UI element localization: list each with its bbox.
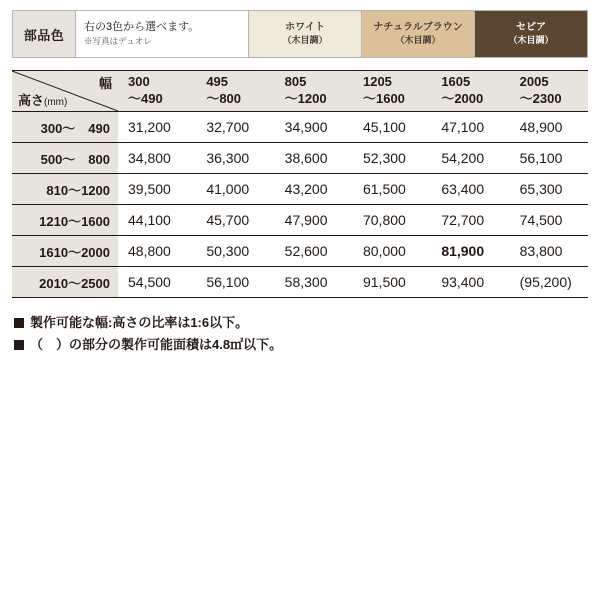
price-cell: 93,400 — [431, 267, 509, 298]
table-row — [12, 267, 588, 298]
column-header-2005-2300: 2005 〜2300 — [510, 71, 588, 112]
price-cell: 83,800 — [510, 236, 588, 267]
column-header-300-490: 300 〜490 — [118, 71, 196, 112]
price-cell: 52,600 — [275, 236, 353, 267]
notes-section — [12, 312, 588, 356]
row-header-1210-1600: 1210〜1600 — [12, 205, 118, 236]
price-matrix-table — [12, 70, 588, 298]
square-bullet-icon — [14, 318, 24, 328]
price-cell: 44,100 — [118, 205, 196, 236]
price-cell: 63,400 — [431, 174, 509, 205]
price-cell: 65,300 — [510, 174, 588, 205]
price-cell: 31,200 — [118, 112, 196, 143]
color-swatch-sepia — [475, 11, 588, 58]
color-swatch-sepia-label: セピア （木目調） — [508, 22, 554, 45]
color-note-line2: ※写真はデュオレ — [84, 36, 152, 47]
color-option-row — [13, 11, 588, 58]
table-row — [12, 236, 588, 267]
corner-height-label: 高さ(mm) — [18, 93, 68, 108]
price-cell: 45,100 — [353, 112, 431, 143]
color-note-line1: 右の3色から選べます。 — [84, 20, 200, 33]
price-cell: 34,800 — [118, 143, 196, 174]
color-note-cell — [76, 11, 249, 58]
price-cell: 47,100 — [431, 112, 509, 143]
color-swatch-white-label: ホワイト （木目調） — [282, 22, 328, 45]
column-header-495-800: 495 〜800 — [196, 71, 274, 112]
price-cell: 38,600 — [275, 143, 353, 174]
price-cell: 74,500 — [510, 205, 588, 236]
color-swatch-white — [249, 11, 362, 58]
color-option-table — [12, 10, 588, 58]
row-header-1610-2000: 1610〜2000 — [12, 236, 118, 267]
price-cell: 41,000 — [196, 174, 274, 205]
table-row — [12, 143, 588, 174]
price-cell: 52,300 — [353, 143, 431, 174]
row-header-500-800: 500〜 800 — [12, 143, 118, 174]
column-header-805-1200: 805 〜1200 — [275, 71, 353, 112]
price-table-corner-cell — [12, 71, 118, 112]
price-cell: 54,500 — [118, 267, 196, 298]
price-table-header-row — [12, 71, 588, 112]
parts-color-header: 部品色 — [13, 11, 76, 58]
color-swatch-natural-brown-label: ナチュラルブラウン （木目調） — [373, 22, 463, 45]
price-cell: 56,100 — [510, 143, 588, 174]
color-swatch-natural-brown — [362, 11, 475, 58]
square-bullet-icon — [14, 340, 24, 350]
price-cell: (95,200) — [510, 267, 588, 298]
price-cell: 48,900 — [510, 112, 588, 143]
price-cell: 39,500 — [118, 174, 196, 205]
row-header-810-1200: 810〜1200 — [12, 174, 118, 205]
price-cell: 43,200 — [275, 174, 353, 205]
column-header-1205-1600: 1205 〜1600 — [353, 71, 431, 112]
note-ratio: 製作可能な幅:高さの比率は1:6以下。 — [14, 312, 588, 334]
corner-width-label: 幅 — [98, 76, 112, 91]
table-row — [12, 205, 588, 236]
price-cell: 56,100 — [196, 267, 274, 298]
price-cell: 70,800 — [353, 205, 431, 236]
table-row — [12, 174, 588, 205]
row-header-2010-2500: 2010〜2500 — [12, 267, 118, 298]
table-row — [12, 112, 588, 143]
price-cell: 61,500 — [353, 174, 431, 205]
price-cell: 50,300 — [196, 236, 274, 267]
price-cell: 48,800 — [118, 236, 196, 267]
column-header-1605-2000: 1605 〜2000 — [431, 71, 509, 112]
price-cell: 32,700 — [196, 112, 274, 143]
price-cell: 34,900 — [275, 112, 353, 143]
price-cell: 47,900 — [275, 205, 353, 236]
note-area: （ ）の部分の製作可能面積は4.8㎡以下。 — [14, 334, 588, 356]
price-cell: 45,700 — [196, 205, 274, 236]
price-cell: 36,300 — [196, 143, 274, 174]
price-cell: 91,500 — [353, 267, 431, 298]
price-cell: 80,000 — [353, 236, 431, 267]
price-cell: 72,700 — [431, 205, 509, 236]
price-cell: 54,200 — [431, 143, 509, 174]
price-cell-highlighted: 81,900 — [431, 236, 509, 267]
row-header-300-490: 300〜 490 — [12, 112, 118, 143]
price-cell: 58,300 — [275, 267, 353, 298]
